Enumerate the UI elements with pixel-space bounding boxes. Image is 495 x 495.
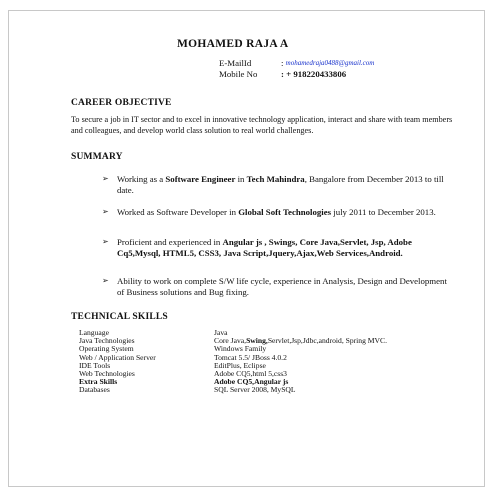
arrow-bullet-icon: ➢	[102, 237, 109, 246]
arrow-bullet-icon: ➢	[102, 207, 109, 216]
skill-value: SQL Server 2008, MySQL	[214, 385, 296, 395]
email-link[interactable]: mohamedraja0488@gmail.com	[285, 59, 375, 67]
company-name: Tech Mahindra	[246, 174, 305, 184]
summary-heading: SUMMARY	[71, 152, 123, 162]
skill-value: Java	[214, 328, 228, 337]
summary-bullet-1	[102, 174, 455, 195]
bullet-text: Proficient and experienced in	[117, 237, 223, 247]
arrow-bullet-icon: ➢	[102, 276, 109, 285]
skill-key: Java Technologies	[79, 336, 135, 346]
mobile-row	[219, 69, 374, 80]
table-row	[79, 386, 387, 394]
skill-value: Core Java,	[214, 336, 247, 346]
email-label: E-MailId	[219, 58, 252, 68]
career-objective-text: To secure a job in IT sector and to excel in innovative technology application, interact and share with team members and colleagues, and develop world class solution to real world challenges.	[71, 115, 453, 135]
technical-skills-table	[79, 329, 387, 395]
arrow-bullet-icon: ➢	[102, 174, 109, 183]
skill-key: IDE Tools	[79, 360, 111, 370]
skill-value: EditPlus, Eclipse	[214, 360, 266, 370]
job-title: Software Engineer	[165, 174, 236, 184]
bullet-text: Ability to work on complete S/W life cycle, experience in Analysis, Design and Development of Business solutions and Bug fixing.	[117, 276, 447, 297]
summary-bullet-4	[102, 276, 455, 297]
technical-skills-heading: TECHNICAL SKILLS	[71, 312, 168, 322]
skill-key: Language	[79, 328, 109, 337]
email-row	[219, 58, 374, 69]
skill-key: Operating System	[79, 344, 134, 354]
skill-key: Web Technologies	[79, 369, 135, 379]
resume-page	[8, 10, 485, 487]
bullet-text: , Bangalore from December 2013 to till date.	[117, 174, 444, 195]
skill-list: Angular js , Swings, Core Java,Servlet, Jsp, Adobe Cq5,Mysql, HTML5, CSS3, Java Script,Jquery,Ajax,Web Services,Android.	[117, 237, 412, 258]
bullet-text: in	[235, 174, 247, 184]
bullet-text: july 2011 to December 2013.	[331, 207, 436, 217]
mobile-label: Mobile No	[219, 69, 258, 79]
skill-value: Adobe CQ5,html 5,css3	[214, 369, 287, 379]
summary-bullet-2	[102, 207, 455, 218]
skill-key: Databases	[79, 385, 110, 395]
skill-key: Web / Application Server	[79, 352, 156, 362]
company-name: Global Soft Technologies	[238, 207, 332, 217]
skill-value: Windows Family	[214, 344, 267, 354]
mobile-value: : + 918220433806	[281, 69, 347, 79]
email-separator: :	[281, 58, 284, 68]
skill-value: Adobe CQ5,Angular js	[214, 377, 289, 387]
bullet-text: Worked as Software Developer in	[117, 207, 239, 217]
skill-value: Swing,	[246, 336, 268, 346]
contact-block	[219, 58, 374, 80]
skill-key: Extra Skills	[79, 377, 118, 387]
candidate-name: MOHAMED RAJA A	[177, 38, 289, 50]
career-objective-heading: CAREER OBJECTIVE	[71, 98, 172, 108]
summary-bullet-3	[102, 237, 455, 258]
skill-value: Tomcat 5.5/ JBoss 4.0.2	[214, 352, 287, 362]
skill-value: Servlet,Jsp,Jdbc,android, Spring MVC.	[267, 336, 387, 346]
bullet-text: Working as a	[117, 174, 166, 184]
